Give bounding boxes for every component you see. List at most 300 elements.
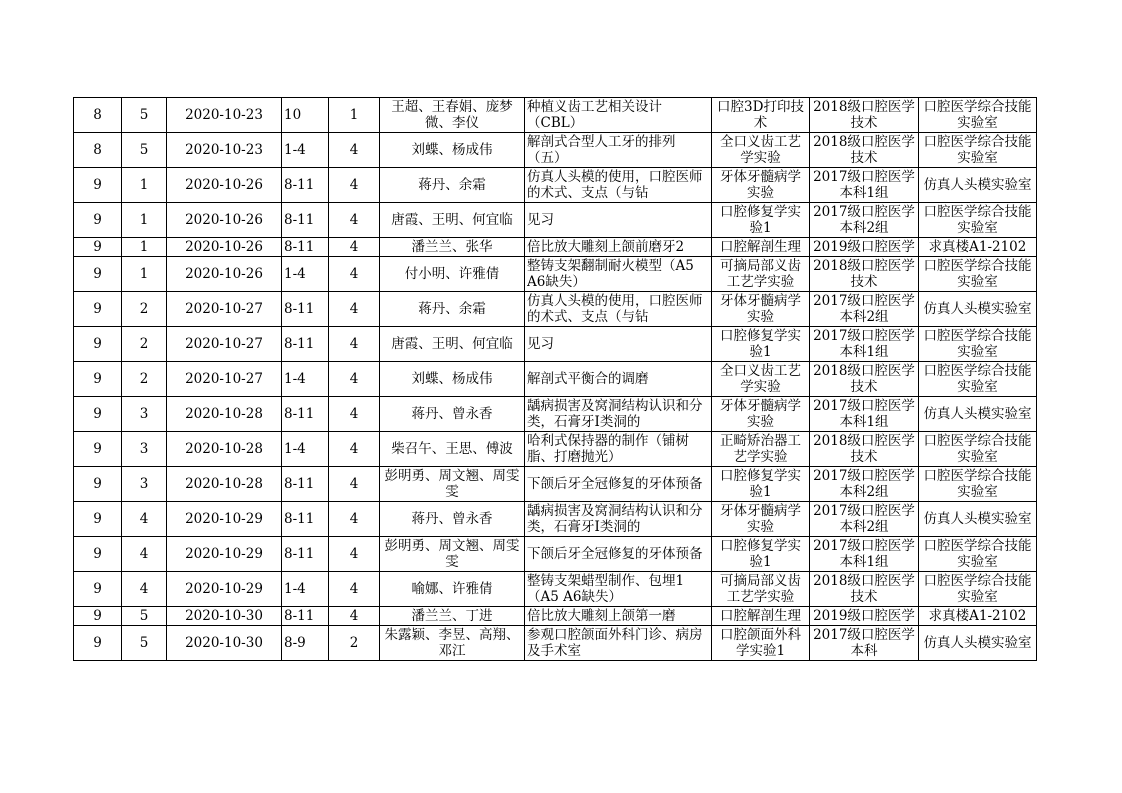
table-row <box>74 98 1037 133</box>
cell-room-text: 口腔医学综合技能实验室 <box>923 99 1032 131</box>
cell-periods <box>282 292 329 327</box>
cell-teachers-text: 蒋丹、曾永香 <box>411 511 493 527</box>
cell-periods-text: 1-4 <box>284 142 306 158</box>
cell-date-text: 2020-10-29 <box>185 511 263 527</box>
cell-course-text: 口腔解剖生理 <box>720 239 801 255</box>
cell-teachers-text: 付小明、许雅倩 <box>404 266 500 282</box>
cell-teachers <box>380 467 525 502</box>
cell-date <box>167 432 282 467</box>
cell-course <box>712 203 810 238</box>
cell-course <box>712 238 810 257</box>
cell-day <box>122 607 167 626</box>
cell-hours-text: 4 <box>349 142 359 158</box>
cell-date-text: 2020-10-27 <box>185 336 263 352</box>
cell-content <box>525 327 712 362</box>
cell-hours <box>329 257 380 292</box>
cell-hours <box>329 203 380 238</box>
cell-date-text: 2020-10-26 <box>185 212 263 228</box>
cell-hours-text: 4 <box>349 239 359 255</box>
cell-hours-text: 4 <box>349 581 359 597</box>
cell-periods-text: 8-11 <box>284 239 315 255</box>
cell-teachers-text: 刘蝶、杨成伟 <box>411 371 493 387</box>
cell-teachers <box>380 203 525 238</box>
cell-date-text: 2020-10-26 <box>185 266 263 282</box>
cell-content-text: 仿真人头模的使用，口腔医师的术式、支点（与钻 <box>527 169 703 201</box>
table-row <box>74 626 1037 661</box>
cell-course-text: 口腔修复学实验1 <box>720 328 801 360</box>
cell-week-text: 9 <box>93 266 102 282</box>
cell-content <box>525 626 712 661</box>
cell-class <box>810 98 919 133</box>
cell-periods <box>282 257 329 292</box>
cell-class-text: 2017级口腔医学本科2组 <box>813 204 915 236</box>
cell-day <box>122 626 167 661</box>
cell-week <box>74 133 122 168</box>
cell-week-text: 9 <box>93 476 102 492</box>
cell-room <box>919 362 1037 397</box>
cell-content-text: 下颌后牙全冠修复的牙体预备 <box>527 546 703 562</box>
cell-class <box>810 238 919 257</box>
table-row <box>74 502 1037 537</box>
cell-course-text: 牙体牙髓病学实验 <box>720 169 801 201</box>
cell-room <box>919 133 1037 168</box>
cell-periods <box>282 502 329 537</box>
cell-week-text: 9 <box>93 546 102 562</box>
cell-class-text: 2018级口腔医学技术 <box>813 573 915 605</box>
cell-class-text: 2017级口腔医学本科1组 <box>813 398 915 430</box>
cell-date-text: 2020-10-29 <box>185 581 263 597</box>
table-row <box>74 203 1037 238</box>
cell-course-text: 牙体牙髓病学实验 <box>720 398 801 430</box>
cell-week <box>74 397 122 432</box>
cell-class <box>810 397 919 432</box>
cell-room-text: 求真楼A1-2102 <box>928 239 1027 255</box>
cell-week-text: 9 <box>93 581 102 597</box>
cell-date-text: 2020-10-26 <box>185 177 263 193</box>
cell-class <box>810 362 919 397</box>
cell-content-text: 整铸支架蜡型制作、包埋1（A5 A6缺失） <box>527 573 685 605</box>
cell-day <box>122 203 167 238</box>
cell-content-text: 仿真人头模的使用，口腔医师的术式、支点（与钻 <box>527 293 703 325</box>
cell-content <box>525 607 712 626</box>
table-row <box>74 572 1037 607</box>
cell-week-text: 9 <box>93 301 102 317</box>
cell-content-text: 哈利式保持器的制作（铺树脂、打磨抛光） <box>527 433 689 465</box>
table-row <box>74 537 1037 572</box>
cell-room <box>919 203 1037 238</box>
cell-course-text: 牙体牙髓病学实验 <box>720 503 801 535</box>
cell-teachers <box>380 626 525 661</box>
cell-room <box>919 607 1037 626</box>
cell-content-text: 解剖式平衡合的调磨 <box>527 371 649 387</box>
cell-course <box>712 362 810 397</box>
cell-course <box>712 626 810 661</box>
cell-class-text: 2017级口腔医学本科1组 <box>813 328 915 360</box>
cell-hours-text: 4 <box>349 546 359 562</box>
table-row <box>74 238 1037 257</box>
cell-course-text: 正畸矫治器工艺学实验 <box>720 433 801 465</box>
cell-course-text: 口腔修复学实验1 <box>720 538 801 570</box>
cell-class <box>810 626 919 661</box>
cell-hours <box>329 238 380 257</box>
table-row <box>74 257 1037 292</box>
cell-periods-text: 1-4 <box>284 371 306 387</box>
cell-date <box>167 362 282 397</box>
cell-teachers-text: 彭明勇、周文翘、周雯雯 <box>384 468 520 500</box>
cell-week-text: 9 <box>93 608 102 624</box>
cell-periods-text: 8-11 <box>284 608 315 624</box>
cell-periods-text: 8-11 <box>284 511 315 527</box>
cell-day-text: 1 <box>139 177 149 193</box>
cell-periods-text: 8-9 <box>284 635 306 651</box>
cell-periods-text: 8-11 <box>284 301 315 317</box>
cell-hours <box>329 626 380 661</box>
cell-teachers-text: 潘兰兰、张华 <box>411 239 493 255</box>
cell-day <box>122 98 167 133</box>
cell-day-text: 3 <box>139 476 149 492</box>
cell-week-text: 8 <box>93 142 102 158</box>
cell-content <box>525 537 712 572</box>
cell-periods <box>282 626 329 661</box>
cell-teachers-text: 柴召午、王思、傅波 <box>391 441 513 457</box>
cell-course <box>712 98 810 133</box>
cell-content-text: 整铸支架翻制耐火模型（A5 A6缺失） <box>527 258 694 290</box>
cell-day-text: 4 <box>139 581 149 597</box>
cell-day-text: 2 <box>139 336 149 352</box>
cell-teachers-text: 蒋丹、余霜 <box>418 301 486 317</box>
cell-room <box>919 432 1037 467</box>
cell-room <box>919 98 1037 133</box>
cell-date <box>167 168 282 203</box>
cell-room-text: 求真楼A1-2102 <box>928 608 1027 624</box>
cell-periods <box>282 397 329 432</box>
cell-periods <box>282 467 329 502</box>
cell-week <box>74 362 122 397</box>
cell-hours <box>329 537 380 572</box>
cell-room <box>919 238 1037 257</box>
cell-date-text: 2020-10-27 <box>185 301 263 317</box>
cell-day-text: 1 <box>139 266 149 282</box>
cell-week-text: 9 <box>93 511 102 527</box>
cell-hours-text: 2 <box>349 635 359 651</box>
cell-teachers <box>380 502 525 537</box>
cell-week-text: 9 <box>93 406 102 422</box>
cell-room-text: 口腔医学综合技能实验室 <box>923 433 1032 465</box>
cell-week <box>74 238 122 257</box>
cell-periods <box>282 238 329 257</box>
cell-week-text: 9 <box>93 371 102 387</box>
cell-course <box>712 432 810 467</box>
table-row <box>74 292 1037 327</box>
cell-class <box>810 432 919 467</box>
cell-day <box>122 537 167 572</box>
cell-date <box>167 397 282 432</box>
cell-date <box>167 502 282 537</box>
cell-periods <box>282 572 329 607</box>
cell-teachers-text: 蒋丹、余霜 <box>418 177 486 193</box>
cell-content-text: 龋病损害及窝洞结构认识和分类，石膏牙Ⅰ类洞的 <box>527 503 703 535</box>
cell-hours <box>329 168 380 203</box>
cell-content <box>525 238 712 257</box>
cell-teachers-text: 唐霞、王明、何宜临 <box>391 336 513 352</box>
cell-day-text: 5 <box>139 635 149 651</box>
cell-content <box>525 257 712 292</box>
table-row <box>74 432 1037 467</box>
table-row <box>74 467 1037 502</box>
cell-periods-text: 8-11 <box>284 406 315 422</box>
cell-room-text: 口腔医学综合技能实验室 <box>923 363 1032 395</box>
cell-date-text: 2020-10-23 <box>185 107 263 123</box>
table-row <box>74 168 1037 203</box>
cell-content <box>525 467 712 502</box>
cell-week-text: 9 <box>93 239 102 255</box>
cell-course-text: 口腔修复学实验1 <box>720 204 801 236</box>
cell-day <box>122 572 167 607</box>
cell-room <box>919 397 1037 432</box>
cell-room-text: 仿真人头模实验室 <box>923 511 1032 527</box>
cell-day-text: 1 <box>139 239 149 255</box>
cell-class <box>810 168 919 203</box>
cell-content-text: 解剖式合型人工牙的排列（五） <box>527 134 676 166</box>
cell-class-text: 2017级口腔医学本科1组 <box>813 538 915 570</box>
cell-periods <box>282 98 329 133</box>
cell-hours-text: 4 <box>349 371 359 387</box>
cell-course <box>712 133 810 168</box>
cell-teachers-text: 唐霞、王明、何宜临 <box>391 212 513 228</box>
cell-content-text: 龋病损害及窝洞结构认识和分类，石膏牙Ⅰ类洞的 <box>527 398 703 430</box>
cell-week <box>74 257 122 292</box>
cell-hours-text: 4 <box>349 441 359 457</box>
cell-day-text: 2 <box>139 371 149 387</box>
cell-hours <box>329 362 380 397</box>
cell-date-text: 2020-10-29 <box>185 546 263 562</box>
cell-class <box>810 467 919 502</box>
cell-teachers-text: 王超、王春娟、庞梦微、李仪 <box>391 99 513 131</box>
cell-day <box>122 238 167 257</box>
cell-course-text: 口腔3D打印技术 <box>717 99 804 131</box>
cell-teachers <box>380 362 525 397</box>
cell-course-text: 可摘局部义齿工艺学实验 <box>720 258 801 290</box>
cell-hours-text: 4 <box>349 177 359 193</box>
cell-class <box>810 607 919 626</box>
cell-date <box>167 626 282 661</box>
cell-course-text: 可摘局部义齿工艺学实验 <box>720 573 801 605</box>
cell-day <box>122 397 167 432</box>
cell-hours-text: 4 <box>349 608 359 624</box>
cell-content-text: 见习 <box>527 336 554 352</box>
cell-hours <box>329 98 380 133</box>
cell-hours-text: 4 <box>349 476 359 492</box>
cell-content-text: 见习 <box>527 212 554 228</box>
cell-room <box>919 626 1037 661</box>
cell-room-text: 口腔医学综合技能实验室 <box>923 134 1032 166</box>
cell-periods-text: 1-4 <box>284 441 306 457</box>
cell-periods <box>282 168 329 203</box>
cell-course <box>712 502 810 537</box>
cell-day-text: 5 <box>139 142 149 158</box>
cell-periods <box>282 362 329 397</box>
cell-class <box>810 537 919 572</box>
cell-room-text: 口腔医学综合技能实验室 <box>923 573 1032 605</box>
cell-class <box>810 203 919 238</box>
schedule-rows <box>74 98 1037 661</box>
cell-week <box>74 537 122 572</box>
cell-day-text: 2 <box>139 301 149 317</box>
cell-teachers-text: 蒋丹、曾永香 <box>411 406 493 422</box>
cell-teachers <box>380 238 525 257</box>
cell-periods <box>282 327 329 362</box>
cell-periods <box>282 607 329 626</box>
cell-teachers-text: 喻娜、许雅倩 <box>411 581 493 597</box>
cell-content <box>525 502 712 537</box>
cell-class-text: 2017级口腔医学本科2组 <box>813 468 915 500</box>
cell-class <box>810 133 919 168</box>
cell-periods-text: 8-11 <box>284 177 315 193</box>
cell-date-text: 2020-10-23 <box>185 142 263 158</box>
cell-room-text: 口腔医学综合技能实验室 <box>923 204 1032 236</box>
cell-week <box>74 327 122 362</box>
cell-class-text: 2017级口腔医学本科2组 <box>813 503 915 535</box>
cell-week <box>74 203 122 238</box>
cell-content-text: 下颌后牙全冠修复的牙体预备 <box>527 476 703 492</box>
cell-date-text: 2020-10-30 <box>185 635 263 651</box>
cell-room <box>919 257 1037 292</box>
cell-teachers <box>380 168 525 203</box>
cell-hours-text: 4 <box>349 511 359 527</box>
cell-periods-text: 8-11 <box>284 336 315 352</box>
cell-week-text: 8 <box>93 107 102 123</box>
cell-week-text: 9 <box>93 635 102 651</box>
cell-room-text: 口腔医学综合技能实验室 <box>923 538 1032 570</box>
cell-teachers <box>380 327 525 362</box>
cell-hours <box>329 502 380 537</box>
cell-hours <box>329 327 380 362</box>
cell-room-text: 仿真人头模实验室 <box>923 635 1032 651</box>
cell-date <box>167 98 282 133</box>
cell-hours <box>329 292 380 327</box>
cell-day <box>122 432 167 467</box>
cell-day <box>122 362 167 397</box>
cell-course <box>712 168 810 203</box>
cell-class <box>810 327 919 362</box>
cell-date <box>167 292 282 327</box>
cell-content <box>525 432 712 467</box>
cell-day <box>122 257 167 292</box>
cell-course-text: 全口义齿工艺学实验 <box>720 363 801 395</box>
cell-teachers-text: 彭明勇、周文翘、周雯雯 <box>384 538 520 570</box>
cell-teachers <box>380 133 525 168</box>
cell-content <box>525 133 712 168</box>
cell-hours-text: 4 <box>349 301 359 317</box>
cell-day <box>122 292 167 327</box>
table-row <box>74 607 1037 626</box>
cell-teachers <box>380 98 525 133</box>
cell-room-text: 口腔医学综合技能实验室 <box>923 328 1032 360</box>
cell-room-text: 口腔医学综合技能实验室 <box>923 258 1032 290</box>
cell-course <box>712 572 810 607</box>
cell-teachers <box>380 257 525 292</box>
cell-hours-text: 4 <box>349 336 359 352</box>
cell-content <box>525 572 712 607</box>
cell-room-text: 口腔医学综合技能实验室 <box>923 468 1032 500</box>
cell-day <box>122 327 167 362</box>
cell-content-text: 倍比放大雕刻上颌第一磨 <box>527 608 676 624</box>
cell-course <box>712 257 810 292</box>
cell-content <box>525 397 712 432</box>
cell-course-text: 口腔颌面外科学实验1 <box>720 627 801 659</box>
cell-periods <box>282 537 329 572</box>
cell-hours-text: 4 <box>349 406 359 422</box>
cell-day-text: 1 <box>139 212 149 228</box>
cell-week <box>74 572 122 607</box>
cell-hours <box>329 467 380 502</box>
cell-teachers-text: 朱露颖、李昱、高翔、邓江 <box>384 627 520 659</box>
cell-class <box>810 502 919 537</box>
cell-content-text: 种植义齿工艺相关设计（CBL） <box>527 99 662 131</box>
cell-class-text: 2017级口腔医学本科1组 <box>813 169 915 201</box>
cell-class-text: 2017级口腔医学本科 <box>813 627 915 659</box>
cell-week <box>74 98 122 133</box>
cell-course-text: 牙体牙髓病学实验 <box>720 293 801 325</box>
cell-date-text: 2020-10-28 <box>185 441 263 457</box>
table-row <box>74 327 1037 362</box>
cell-class <box>810 257 919 292</box>
cell-date <box>167 467 282 502</box>
cell-teachers <box>380 432 525 467</box>
cell-course <box>712 467 810 502</box>
cell-teachers-text: 刘蝶、杨成伟 <box>411 142 493 158</box>
cell-day-text: 3 <box>139 406 149 422</box>
cell-room-text: 仿真人头模实验室 <box>923 301 1032 317</box>
cell-week-text: 9 <box>93 441 102 457</box>
cell-date <box>167 133 282 168</box>
cell-content <box>525 203 712 238</box>
cell-course-text: 口腔修复学实验1 <box>720 468 801 500</box>
cell-hours <box>329 432 380 467</box>
cell-day-text: 4 <box>139 546 149 562</box>
cell-class-text: 2018级口腔医学技术 <box>813 99 915 131</box>
cell-content <box>525 362 712 397</box>
cell-periods-text: 10 <box>284 107 302 123</box>
cell-teachers <box>380 537 525 572</box>
cell-periods <box>282 203 329 238</box>
cell-periods-text: 8-11 <box>284 476 315 492</box>
cell-hours-text: 1 <box>349 107 359 123</box>
cell-week <box>74 502 122 537</box>
cell-course <box>712 537 810 572</box>
cell-periods-text: 1-4 <box>284 266 306 282</box>
cell-class-text: 2017级口腔医学本科2组 <box>813 293 915 325</box>
cell-week <box>74 607 122 626</box>
cell-week-text: 9 <box>93 336 102 352</box>
cell-date <box>167 257 282 292</box>
cell-content <box>525 292 712 327</box>
cell-class <box>810 572 919 607</box>
cell-periods <box>282 133 329 168</box>
cell-date <box>167 607 282 626</box>
cell-course <box>712 607 810 626</box>
cell-date-text: 2020-10-28 <box>185 476 263 492</box>
cell-hours <box>329 572 380 607</box>
cell-week <box>74 292 122 327</box>
cell-day-text: 5 <box>139 608 149 624</box>
cell-periods-text: 8-11 <box>284 212 315 228</box>
cell-teachers <box>380 292 525 327</box>
cell-date-text: 2020-10-26 <box>185 239 263 255</box>
cell-week <box>74 168 122 203</box>
cell-hours <box>329 397 380 432</box>
cell-class-text: 2018级口腔医学技术 <box>813 433 915 465</box>
